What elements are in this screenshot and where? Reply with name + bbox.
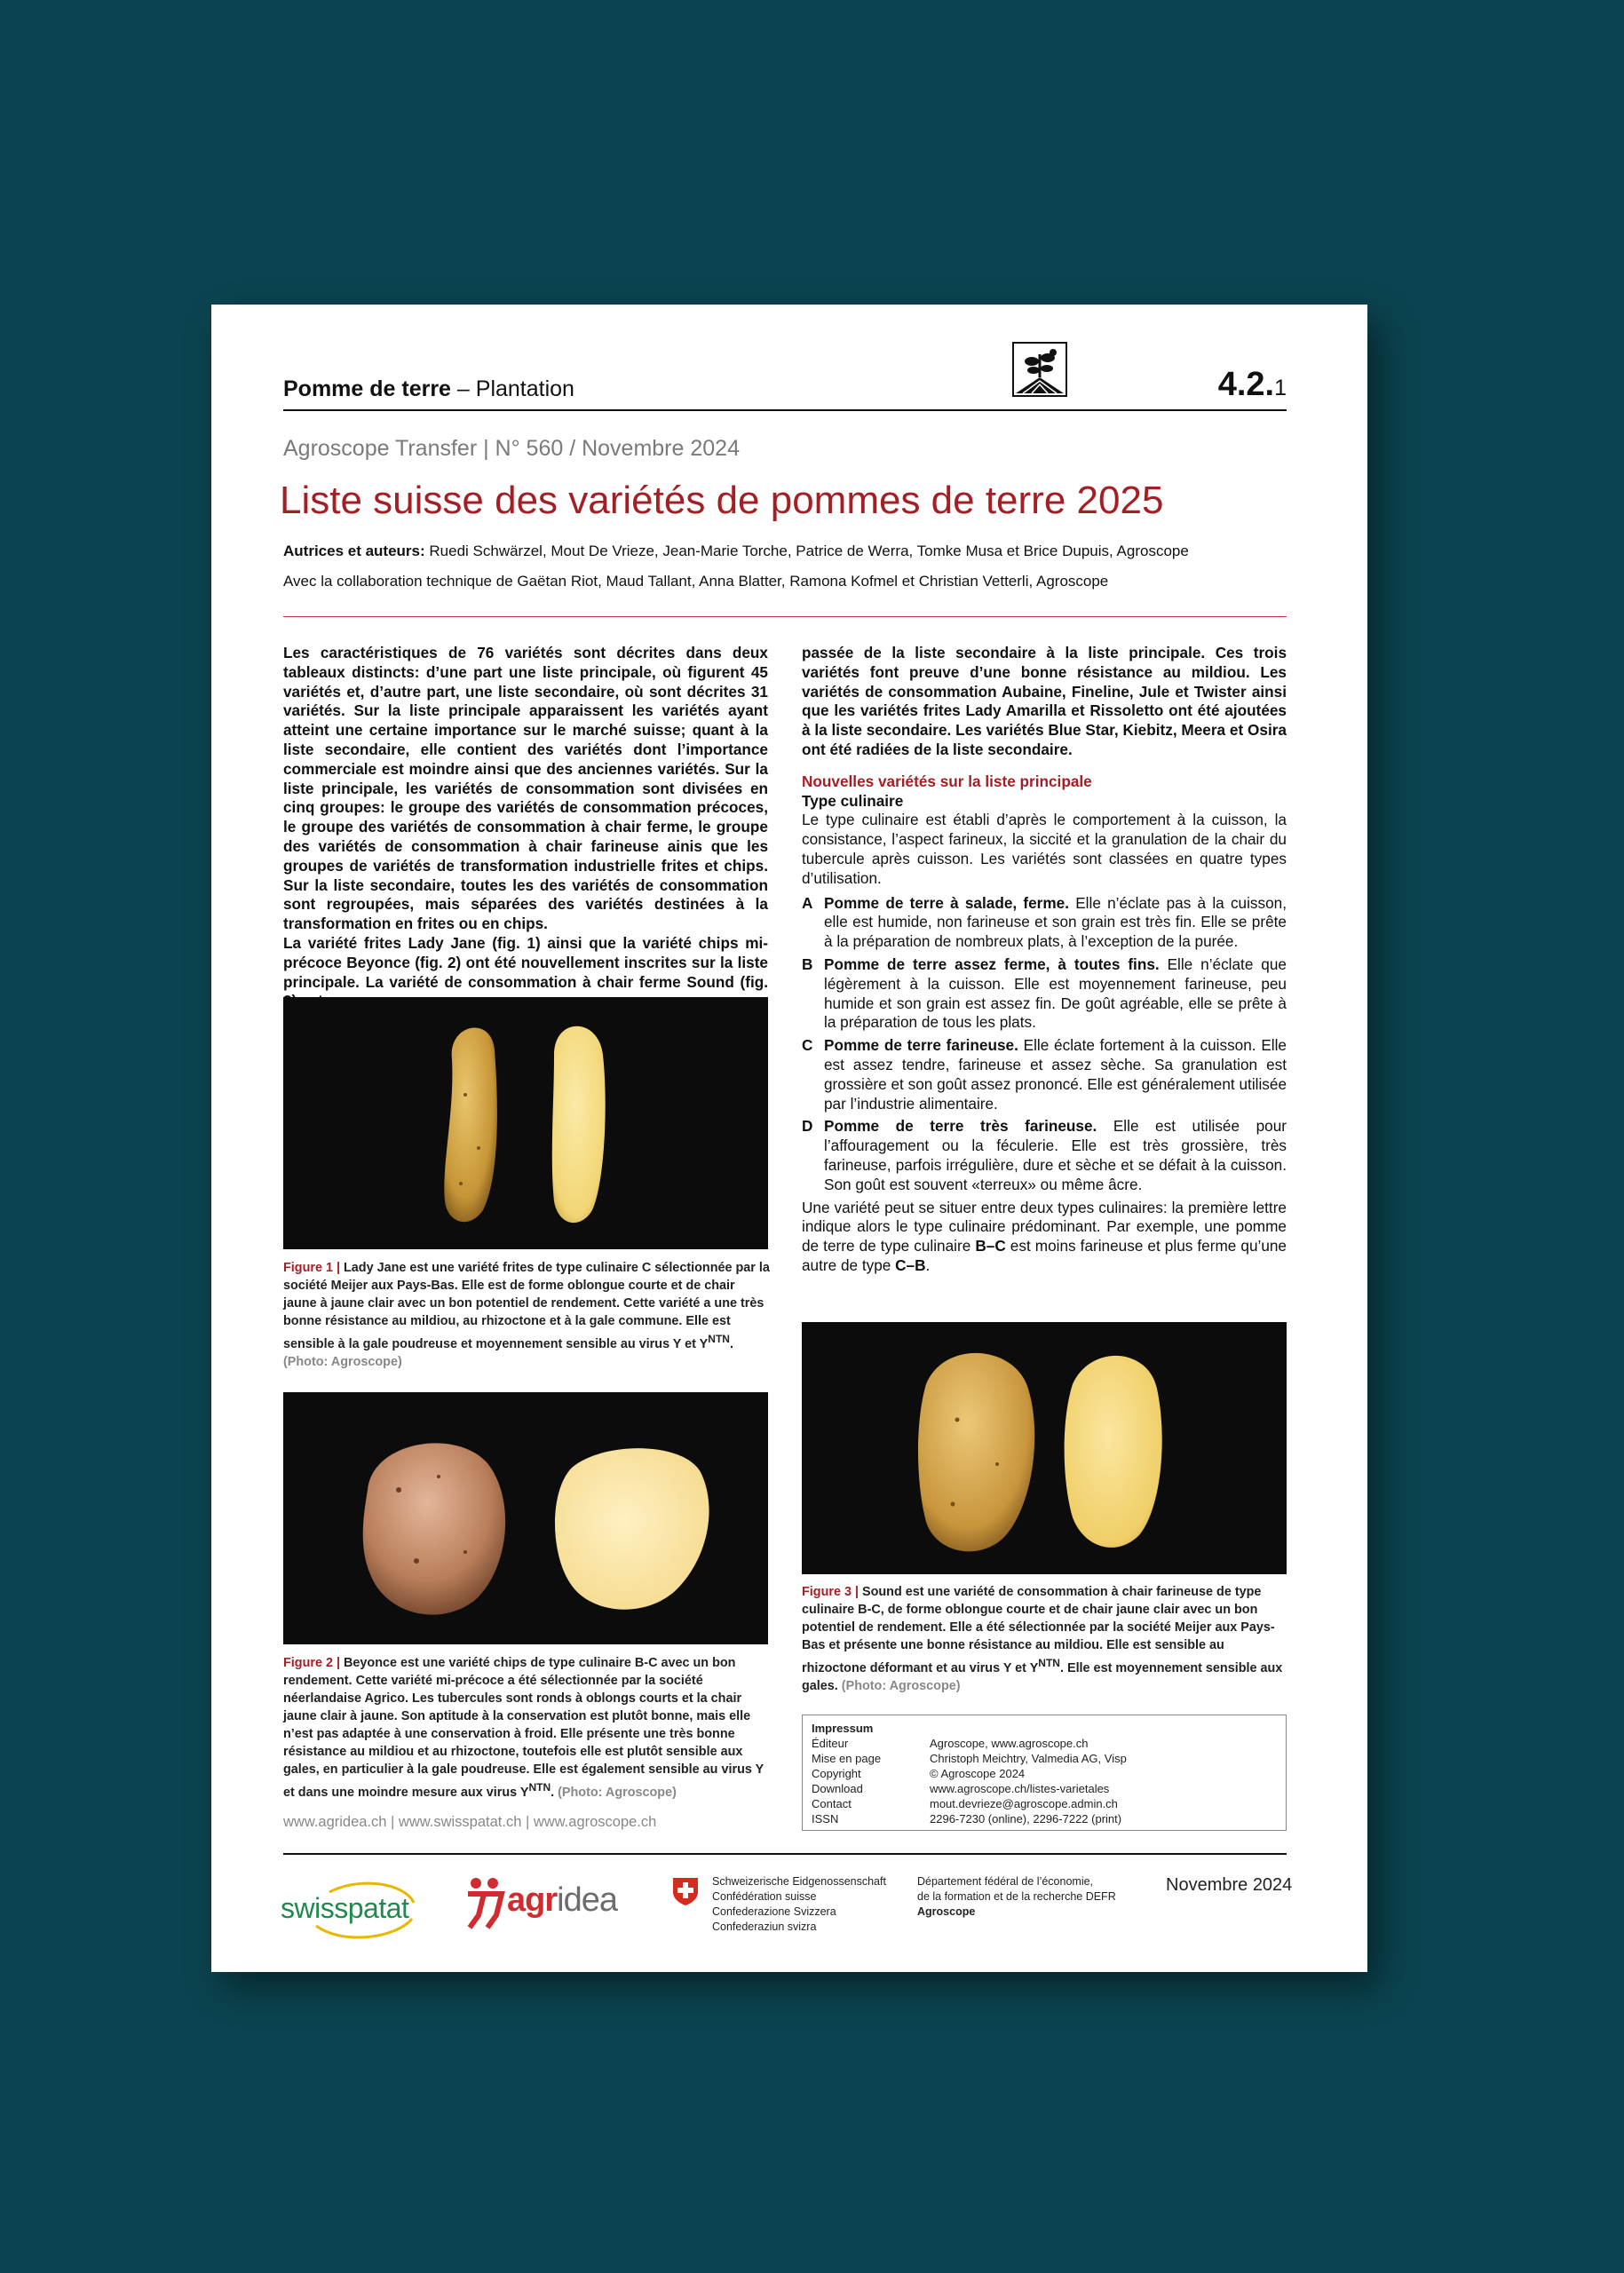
intro-left-column [283, 644, 768, 1011]
figure-3-caption: Figure 3 | Sound est une variété de consommation à chair farineuse de type culinaire B-C, de forme oblongue courte et de chair jaune clair avec un bon potentiel de rendement. Elle a été sélectionnée par la société Meijer aux Pays-Bas et présente une bonne résistance au mildiou. Elle est sensible au rhizoctone déformant et au virus Y et $Y^{NTN}$. Elle est moyennement sensible aux gales. (Photo: Agroscope) [802, 1585, 1283, 1693]
page-header [283, 367, 1287, 411]
title-divider [283, 616, 1287, 617]
series-line: Agroscope Transfer | N° 560 / Novembre 2024 [283, 436, 740, 461]
swisspatat-swoosh-icon [281, 1876, 423, 1940]
list-item: C Pomme de terre farineuse. Elle éclate fortement à la cuisson. Elle est assez tendre, farineuse et assez sèche. Sa granulation est grossière et son goût assez prononcé. Elle est généralement utilisée par l’industrie alimentaire. [802, 1036, 1287, 1113]
agridea-figures-icon [463, 1876, 505, 1929]
swiss-shield-icon [671, 1876, 700, 1906]
footer-date: Novembre 2024 [1166, 1875, 1293, 1895]
dept-line: Département fédéral de l’économie, [917, 1875, 1094, 1888]
table-row: Download www.agroscope.ch/listes-varietales [812, 1782, 1110, 1795]
footer-divider [283, 1853, 1287, 1855]
intro-right-column [802, 644, 1287, 1276]
table-row: Contact mout.devrieze@agroscope.admin.ch [812, 1797, 1118, 1810]
department-block [917, 1874, 1116, 1920]
page-title: Liste suisse des variétés de pommes de terre 2025 [280, 479, 1164, 522]
list-item: D Pomme de terre très farineuse. Elle est utilisée pour l’affouragement ou la féculerie. Elle est très grossière, très farineuse, parfois irrégulière, dure et sèche et se défait à la cuisson. Son goût est souvent «terreux» ou même âcre. [802, 1117, 1287, 1193]
table-row: ISSN 2296-7230 (online), 2296-7222 (print) [812, 1812, 1122, 1826]
agridea-logo: agridea [463, 1874, 622, 1931]
figure-1-caption: Figure 1 | Lady Jane est une variété frites de type culinaire C sélectionnée par la société Meijer aux Pays-Bas. Elle est de forme oblongue courte et de chair jaune à jaune clair avec un bon potentiel de rendement. Cette variété a une très bonne résistance au mildiou, au rhizoctone et à la gale commune. Elle est sensible à la gale poudreuse et moyennement sensible au virus Y et $Y^{NTN}$. (Photo: Agroscope) [283, 1261, 770, 1369]
intro-continuation: passée de la liste secondaire à la liste principale. Ces trois variétés font preuve d’une bonne résistance au mildiou. Les variétés de consommation Aubaine, Fineline, Jule et Twister ainsi que les variétés frites Lady Amarilla et Rissoletto ont été ajoutées à la liste secondaire. Les variétés Blue Star, Kiebitz, Meera et Osira ont été radiées de la liste secondaire. [802, 644, 1287, 758]
swiss-confederation-block [671, 1874, 886, 1935]
confed-line: Confederaziun svizra [712, 1921, 817, 1933]
swisspatat-logo: swisspatat [281, 1876, 423, 1940]
type-outro: Une variété peut se situer entre deux types culinaires: la première lettre indique alors le type culinaire prédominant. Par exemple, une pomme de terre de type culinaire B–C est moins farineuse et plus ferme qu’une autre de type C–B. [802, 1198, 1287, 1274]
table-row: Mise en page Christoph Meichtry, Valmedia AG, Visp [812, 1752, 1127, 1765]
intro-paragraph-2: La variété frites Lady Jane (fig. 1) ainsi que la variété chips mi-précoce Beyonce (fig. 2) ont été nouvellement inscrites sur la liste principale. La variété de consommation à chair ferme Sound (fig. [283, 933, 768, 991]
impressum-heading: Impressum [812, 1722, 874, 1735]
header-title: Pomme de terre – Plantation [283, 376, 574, 401]
list-item: B Pomme de terre assez ferme, à toutes fins. Elle n’éclate que légèrement à la cuisson. Elle est moyennement farineuse, peu humide et son grain est assez fin. De goût agréable, elle se prête à la préparation de tous les plats. [802, 954, 1287, 1032]
impressum-box [802, 1715, 1287, 1831]
subheading: Type culinaire [802, 791, 904, 810]
authors-line: Autrices et auteurs: Ruedi Schwärzel, Mout De Vrieze, Jean-Marie Torche, Patrice de Werra, Tomke Musa et Brice Dupuis, Agroscope [283, 543, 1189, 559]
web-links: www.agridea.ch | www.swisspatat.ch | www.agroscope.ch [283, 1814, 657, 1830]
figure-2-photo [283, 1392, 768, 1644]
figure-1-photo [283, 997, 768, 1249]
dept-agroscope: Agroscope [917, 1905, 976, 1918]
culinary-types-list [802, 894, 1287, 1195]
type-intro: Le type culinaire est établi d’après le comportement à la cuisson, la consistance, l’aspect farineux, la siccité et la granulation de la chair du tubercule après cuisson. Les variétés sont classées en quatre types d’utilisation. [802, 811, 1287, 887]
figure-2-caption: Figure 2 | Beyonce est une variété chips de type culinaire B-C avec un bon rendement. Cette variété mi-précoce a été sélectionnée par la société néerlandaise Agrico. Les tubercules sont ronds à oblongs courts et la chair jaune clair à jaune. Son aptitude à la conservation est plutôt bonne, mais elle n’est pas adaptée à une conservation à froid. Elle présente une très bonne résistance au mildiou et au rhizoctone, toutefois elle est plutôt sensible aux gales, en particulier à la gale poudreuse. Elle est également sensible au virus Y et dans une moindre mesure aux virus $Y^{NTN}$. (Photo: Agroscope) [283, 1656, 764, 1800]
confed-line: Schweizerische Eidgenossenschaft [712, 1875, 886, 1888]
dept-line: de la formation et de la recherche DEFR [917, 1890, 1116, 1903]
collaboration-line: Avec la collaboration technique de Gaëtan Riot, Maud Tallant, Anna Blatter, Ramona Kofmel et Christian Vetterli, Agroscope [283, 573, 1109, 590]
confed-line: Confederazione Svizzera [712, 1905, 836, 1918]
list-item: A Pomme de terre à salade, ferme. Elle n’éclate pas à la cuisson, elle est humide, non farineuse et son grain est très fin. Elle se prête à la préparation de nombreux plats, à l’exception de la purée. [802, 893, 1287, 951]
figure-3-photo [802, 1322, 1287, 1574]
section-heading: Nouvelles variétés sur la liste principale [802, 772, 1092, 790]
table-row: Copyright © Agroscope 2024 [812, 1767, 1026, 1780]
table-row: Éditeur Agroscope, www.agroscope.ch [812, 1737, 1089, 1750]
section-number: 4.2.1 [1217, 366, 1287, 403]
intro-paragraph: Les caractéristiques de 76 variétés sont décrites dans deux tableaux distincts: d’une part une liste principale, où figurent 45 variétés et, d’autre part, une liste secondaire, où sont décrites 31 variétés. Sur la liste principale apparaissent les variétés ayant atteint une certaine importance sur le marché suisse; quant à la liste secondaire, elle contient des variétés dont l’importance commerciale est moindre ainsi que des anciennes variétés. Sur la liste principale, les variétés de consommation sont divisées en cinq groupes: le groupe des variétés de consommation précoces, le groupe des variétés de consommation à chair ferme, le groupe des variétés de consommation à chair farineuse ainis que les groupes de variétés de transformation industrielle frites et chips. Sur la liste secondaire, toutes les des variétés de consommation sont regroupées, mais séparées des variétés destinées à la transformation en frites ou en chips. [283, 644, 768, 933]
document-page [211, 305, 1367, 1972]
field-plant-logo-icon [1012, 342, 1067, 397]
confed-line: Confédération suisse [712, 1890, 817, 1903]
